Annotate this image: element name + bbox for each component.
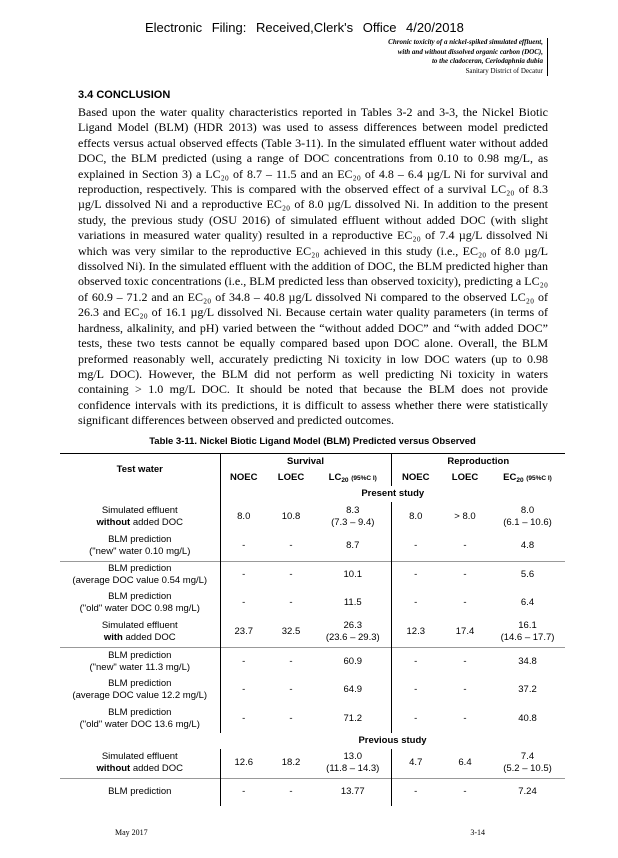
col-loec: LOEC	[277, 472, 305, 484]
value-cell: 8.7	[346, 539, 360, 551]
col-lc20: $LC_{20}$ (95%C I)	[328, 471, 377, 484]
header-line: Chronic toxicity of a nickel-spiked simulated effluent,	[388, 38, 543, 46]
group-survival: Survival	[220, 453, 391, 470]
test-water-cell: BLM prediction ("old" water DOC 13.6 mg/L)	[79, 706, 200, 730]
filing-stamp: Electronic Filing: Received,Clerk's Office 4/20/2018	[145, 20, 464, 35]
footer-page: 3-14	[470, 828, 485, 838]
value-cell: -	[463, 597, 467, 609]
section-present-study: Present study	[220, 486, 565, 502]
table-caption: Table 3-11. Nickel Biotic Ligand Model (BLM) Predicted versus Observed	[149, 435, 476, 447]
value-cell: 11.5	[343, 597, 362, 609]
value-cell: -	[267, 778, 315, 806]
value-cell: 10.8	[281, 510, 301, 522]
value-cell: 40.8	[518, 712, 537, 724]
value-cell: 13.77	[315, 778, 391, 806]
value-cell: 26.3 (23.6 – 29.3)	[325, 619, 380, 643]
value-cell: -	[220, 676, 267, 704]
value-cell: -	[391, 561, 440, 589]
value-cell: -	[220, 561, 267, 589]
col-loec-repro: LOEC	[451, 472, 479, 484]
value-cell: -	[391, 778, 440, 806]
col-noec-repro: NOEC	[391, 470, 440, 486]
test-water-cell: Simulated effluent without added DOC	[96, 504, 184, 528]
value-cell: 8.0	[220, 502, 267, 531]
value-cell: -	[440, 647, 490, 676]
test-water-cell: BLM prediction	[60, 778, 220, 806]
table-row	[60, 749, 565, 778]
section-title: 3.4 CONCLUSION	[78, 89, 171, 101]
page-content	[60, 88, 565, 858]
running-header	[388, 38, 548, 76]
blm-table	[60, 453, 565, 807]
value-cell: 71.2	[343, 712, 362, 724]
test-water-cell: Simulated effluent with added DOC	[101, 619, 178, 643]
test-water-cell: BLM prediction (average DOC value 12.2 mg/L)	[72, 678, 208, 702]
table-row	[60, 676, 565, 704]
value-cell: 4.8	[520, 539, 535, 551]
value-cell: -	[220, 589, 267, 617]
value-cell: 12.6	[220, 749, 267, 778]
value-cell: 18.2	[281, 757, 301, 769]
value-cell: 6.4	[520, 597, 535, 609]
col-ec20: $EC_{20}$ (95%C I)	[503, 471, 552, 484]
value-cell: -	[267, 647, 315, 676]
value-cell: -	[463, 539, 467, 551]
table-row	[60, 704, 565, 733]
value-cell: -	[391, 589, 440, 617]
value-cell: -	[463, 712, 467, 724]
value-cell: 6.4	[458, 757, 472, 769]
value-cell: -	[463, 684, 467, 696]
value-cell: 7.4 (5.2 – 10.5)	[503, 751, 552, 775]
header-line: to the cladoceran, Ceriodaphnia dubia	[431, 57, 543, 65]
table-row	[60, 502, 565, 531]
value-cell: 17.4	[455, 625, 475, 637]
header-org: Sanitary District of Decatur	[465, 66, 543, 75]
test-water-cell: BLM prediction ("old" water DOC 0.98 mg/L)	[79, 591, 200, 615]
value-cell: -	[220, 531, 267, 561]
table-row	[60, 778, 565, 806]
value-cell: 12.3	[391, 617, 440, 647]
section-previous-study: Previous study	[358, 735, 427, 747]
value-cell: 10.1	[315, 561, 391, 589]
table-row	[60, 647, 565, 676]
test-water-cell: BLM prediction ("new" water 0.10 mg/L)	[89, 533, 191, 557]
value-cell: 8.0	[391, 502, 440, 531]
value-cell: 13.0 (11.8 – 14.3)	[326, 751, 380, 775]
value-cell: -	[267, 561, 315, 589]
value-cell: -	[289, 712, 293, 724]
value-cell: -	[391, 647, 440, 676]
table-row	[60, 589, 565, 617]
value-cell: -	[289, 597, 293, 609]
footer	[60, 828, 565, 838]
value-cell: 37.2	[518, 684, 537, 696]
value-cell: -	[391, 704, 440, 733]
value-cell: 5.6	[490, 561, 565, 589]
footer-date: May 2017	[115, 828, 148, 838]
test-water-cell: Simulated effluent without added DOC	[96, 751, 184, 775]
header-line: with and without dissolved organic carbon (DOC),	[397, 47, 543, 56]
conclusion-paragraph: Based upon the water quality characteristics reported in Tables 3-2 and 3-3, the Nickel Biotic Ligand Model (BLM) (HDR 2013) was used to assess differences between model predicted effects versus actual observed effects (Table 3-11). In the simulated effluent water without added DOC, the BLM predicted (using a range of DOC concentrations from 0.10 to 0.98 mg/L, as explained in Section 3) a LC₂₀ of 8.7 – 11.5 and an EC₂₀ of 4.8 – 6.4 µg/L Ni for survival and reproduction, respectively. This is compared with the observed effect of a survival LC₂₀ of 8.3 µg/L dissolved Ni and a reproductive EC₂₀ of 8.0 µg/L dissolved Ni. In addition to the present study, the previous study (OSU 2016) of simulated effluent without added DOC (with slight variations in measured water quality) resulted in a reproductive EC₂₀ of 7.4 µg/L dissolved Ni which was very similar to the reproductive EC₂₀ achieved in this study (i.e., EC₂₀ of 8.0 µg/L dissolved Ni). In the simulated effluent with the addition of DOC, the BLM predicted higher than observed toxic concentrations (i.e., BLM predicted less than observed toxicity), predicting a LC₂₀ of 60.9 – 71.2 and an EC₂₀ of 34.8 – 40.8 µg/L dissolved Ni compared to the observed LC₂₀ of 26.3 and EC₂₀ of 16.1 µg/L dissolved Ni. Because certain water quality parameters (in terms of hardness, alkalinity, and pH) varied between the “without added DOC” and “with added DOC” tests, these two tests cannot be equally compared based upon DOC alone. Overall, the BLM preformed reasonably well, accurately predicting Ni toxicity in low DOC waters (up to 0.98 mg/L DOC). However, the BLM did not perform as well predicting Ni toxicity in waters containing > 1.0 mg/L DOC. It should be noted that because the BLM does not provide confidence intervals with its predictions, it is difficult to assess whether there were statistically significant differences between observed and predicted outcomes.	[78, 105, 548, 428]
value-cell: -	[391, 676, 440, 704]
value-cell: 8.3 (7.3 – 9.4)	[331, 504, 375, 528]
value-cell: -	[220, 647, 267, 676]
test-water-cell: BLM prediction (average DOC value 0.54 mg/L)	[60, 561, 220, 589]
value-cell: 23.7	[220, 617, 267, 647]
value-cell: 32.5	[281, 625, 301, 637]
col-test-water: Test water	[60, 453, 220, 486]
value-cell: 7.24	[490, 778, 565, 806]
value-cell: 64.9	[343, 684, 362, 696]
group-reproduction: Reproduction	[391, 453, 565, 470]
value-cell: 16.1 (14.6 – 17.7)	[500, 619, 555, 643]
table-row	[60, 617, 565, 647]
col-noec: NOEC	[220, 470, 267, 486]
value-cell: -	[440, 778, 490, 806]
test-water-cell: BLM prediction ("new" water 11.3 mg/L)	[60, 647, 220, 676]
value-cell: -	[289, 539, 293, 551]
value-cell: -	[440, 561, 490, 589]
value-cell: -	[220, 704, 267, 733]
value-cell: 34.8	[490, 647, 565, 676]
value-cell: > 8.0	[454, 510, 476, 522]
value-cell: 4.7	[391, 749, 440, 778]
table-row	[60, 561, 565, 589]
value-cell: 60.9	[315, 647, 391, 676]
value-cell: -	[391, 531, 440, 561]
value-cell: 8.0 (6.1 – 10.6)	[503, 504, 552, 528]
value-cell: -	[289, 684, 293, 696]
table-row	[60, 531, 565, 561]
value-cell: -	[220, 778, 267, 806]
